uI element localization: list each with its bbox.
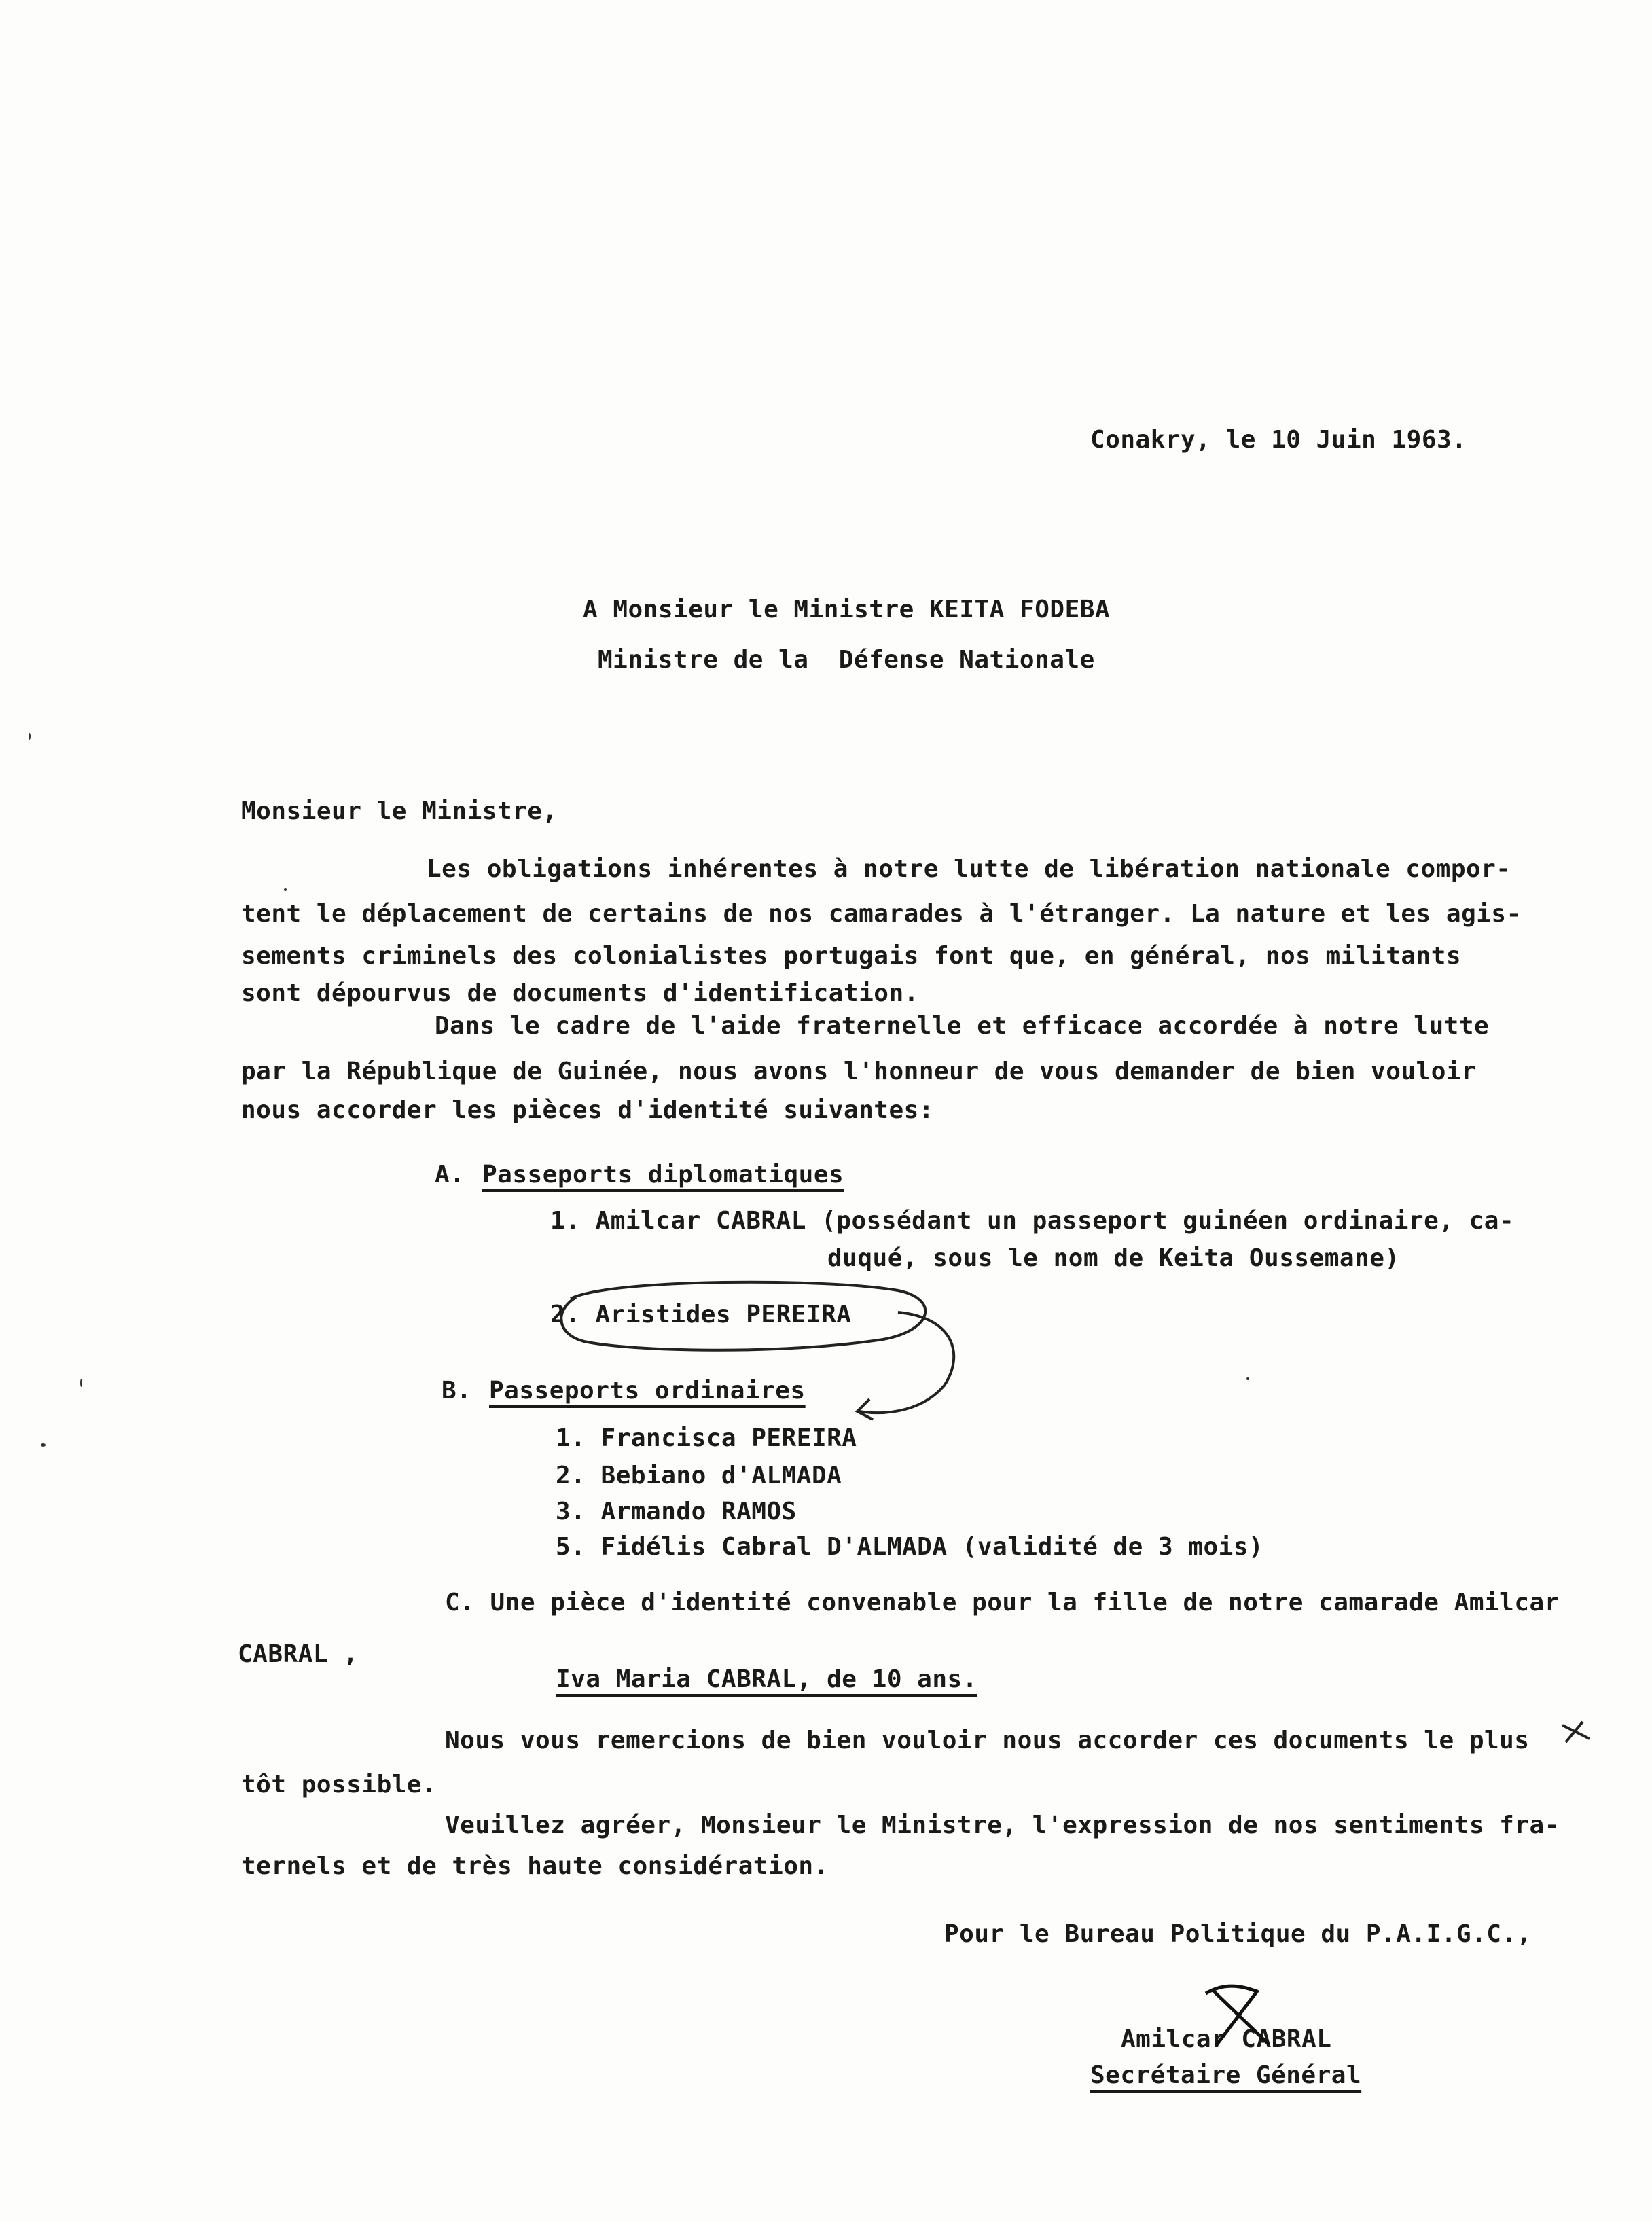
paragraph1-line-2: tent le déplacement de certains de nos camarades à l'étranger. La nature et les agis-: [241, 900, 1522, 928]
section-b-item-3: 3. Armando RAMOS: [556, 1498, 797, 1525]
section-b-item-4: 5. Fidélis Cabral D'ALMADA (validité de 3 mois): [556, 1533, 1264, 1561]
arrow-annotation: [859, 1312, 954, 1413]
paragraph1-line-1: Les obligations inhérentes à notre lutte de libération nationale compor-: [427, 855, 1511, 883]
addressee-line-2: Ministre de la Défense Nationale: [598, 646, 1095, 674]
addressee-line-1: A Monsieur le Ministre KEITA FODEBA: [583, 596, 1111, 624]
scan-speck: [284, 888, 287, 891]
scan-speck: [41, 1443, 46, 1447]
scan-speck: [1246, 1377, 1249, 1380]
paragraph4-line-1: Veuillez agréer, Monsieur le Ministre, l'expression de nos sentiments fra-: [445, 1811, 1560, 1839]
paragraph2-line-2: par la République de Guinée, nous avons l'honneur de vous demander de bien vouloir: [241, 1058, 1477, 1085]
section-a-letter: A.: [435, 1161, 465, 1189]
paragraph3-line-2: tôt possible.: [241, 1771, 437, 1799]
section-c-line-1: C. Une pièce d'identité convenable pour la fille de notre camarade Amilcar: [445, 1589, 1560, 1617]
section-b-heading: Passeports ordinaires: [489, 1377, 806, 1405]
paragraph2-line-3: nous accorder les pièces d'identité suivantes:: [241, 1096, 934, 1124]
section-b-letter: B.: [442, 1377, 472, 1405]
salutation: Monsieur le Ministre,: [241, 797, 558, 825]
paragraph2-line-1: Dans le cadre de l'aide fraternelle et efficace accordée à notre lutte: [435, 1012, 1490, 1040]
section-a-item-1-line-1: 1. Amilcar CABRAL (possédant un passeport guinéen ordinaire, ca-: [550, 1207, 1515, 1235]
signatory-title: Secrétaire Général: [1090, 2061, 1362, 2089]
section-b-item-1: 1. Francisca PEREIRA: [556, 1424, 857, 1452]
scan-speck: [80, 1379, 82, 1387]
closing-line: Pour le Bureau Politique du P.A.I.G.C.,: [944, 1920, 1532, 1948]
arrow-head: [857, 1399, 873, 1420]
section-a-item-1-line-2: duqué, sous le nom de Keita Oussemane): [827, 1244, 1400, 1272]
section-c-child: Iva Maria CABRAL, de 10 ans.: [556, 1665, 977, 1693]
correction-mark: [1562, 1722, 1590, 1742]
signatory-name: Amilcar CABRAL: [1121, 2025, 1332, 2053]
section-a-item-2: 2. Aristides PEREIRA: [550, 1301, 852, 1329]
paragraph1-line-4: sont dépourvus de documents d'identification.: [241, 979, 919, 1007]
scan-speck: [29, 733, 31, 740]
paragraph3-line-1: Nous vous remercions de bien vouloir nous accorder ces documents le plus: [445, 1727, 1530, 1754]
paragraph1-line-3: sements criminels des colonialistes portugais font que, en général, nos militants: [241, 942, 1462, 970]
section-b-item-2: 2. Bebiano d'ALMADA: [556, 1462, 842, 1489]
paragraph4-line-2: ternels et de très haute considération.: [241, 1852, 829, 1880]
section-c-line-2: CABRAL ,: [238, 1640, 359, 1668]
date-line: Conakry, le 10 Juin 1963.: [1090, 426, 1467, 454]
section-a-heading: Passeports diplomatiques: [482, 1161, 844, 1189]
